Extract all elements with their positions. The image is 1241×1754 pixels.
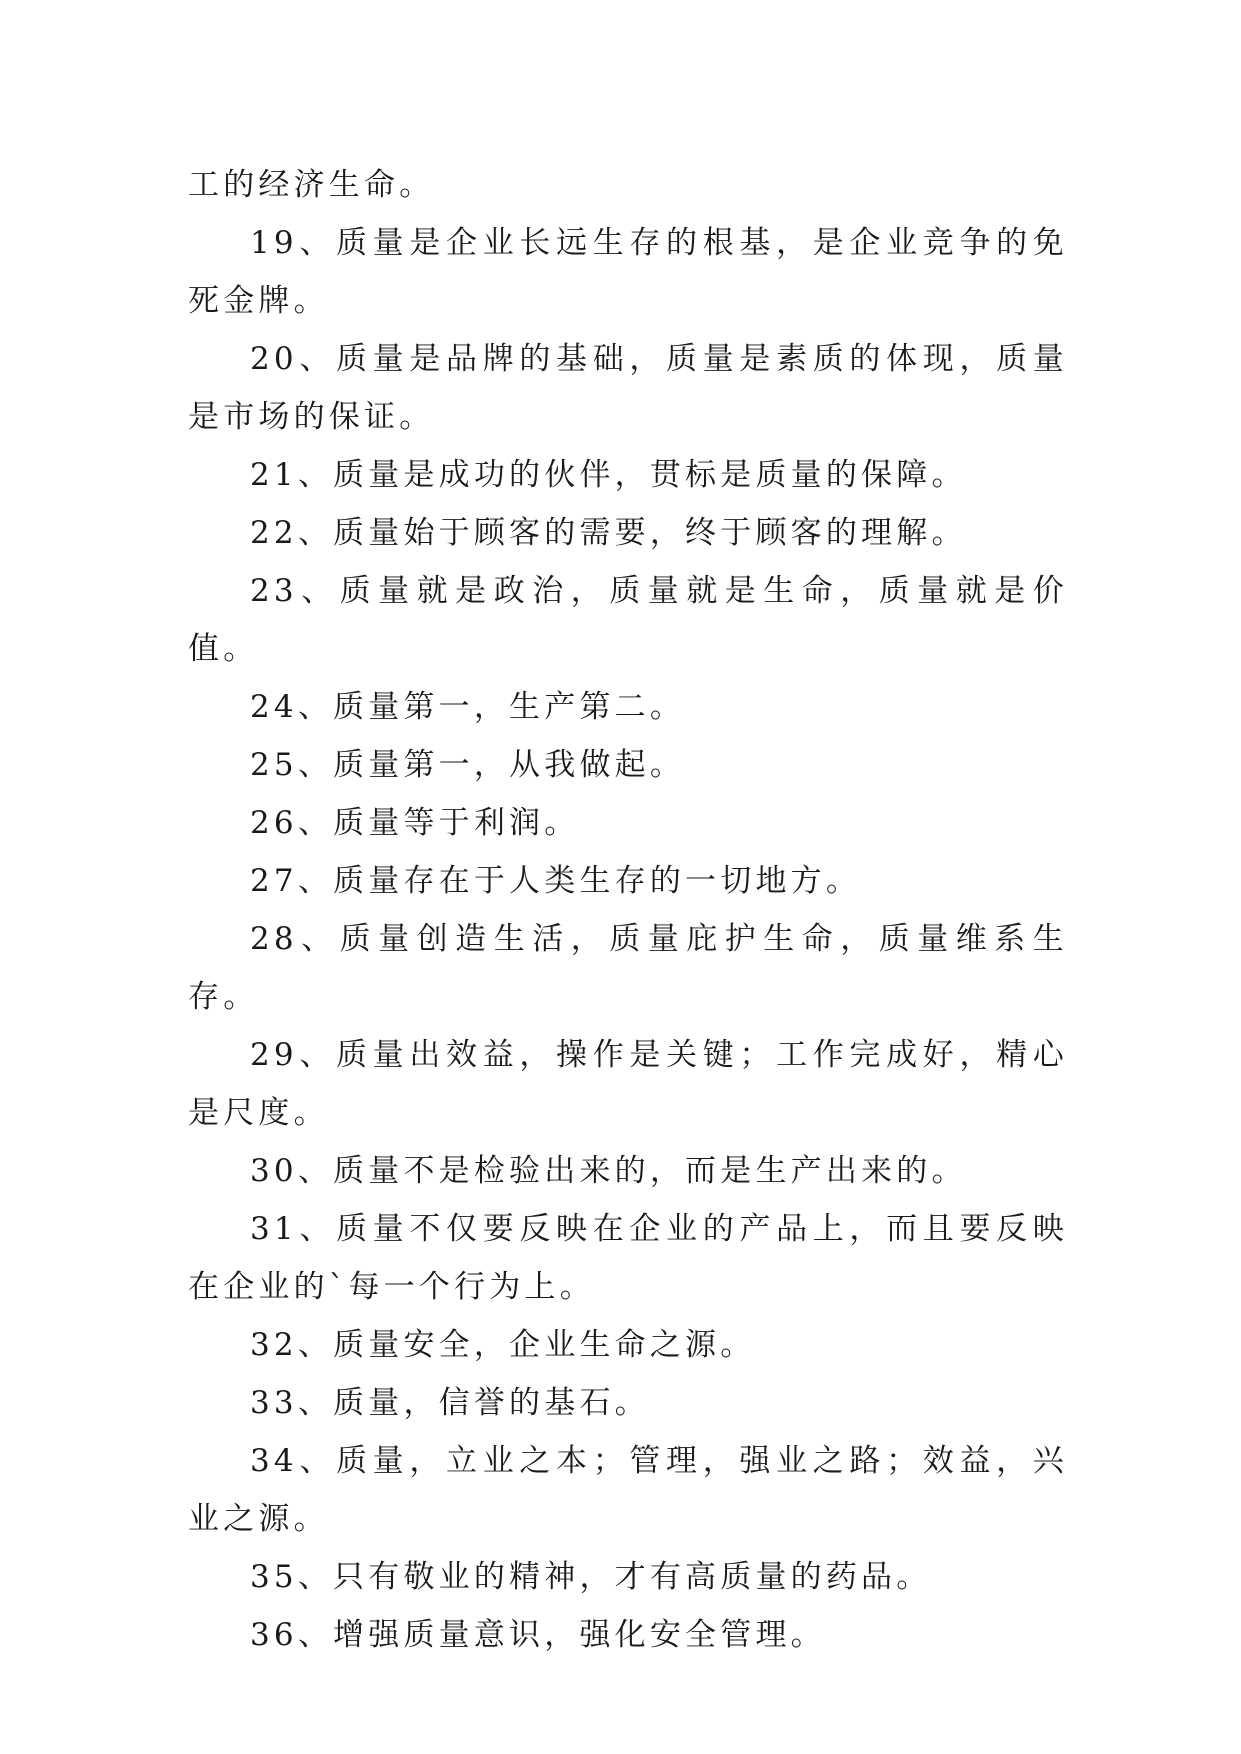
- paragraph-26: 26、质量等于利润。: [250, 805, 580, 841]
- paragraph-19: 19、质量是企业长远生存的根基，是企业竞争的免死金牌。: [188, 225, 1068, 319]
- paragraph-30: 30、质量不是检验出来的，而是生产出来的。: [250, 1153, 967, 1189]
- paragraph-28: 28、质量创造生活，质量庇护生命，质量维系生存。: [188, 921, 1068, 1015]
- paragraph-continuation: 工的经济生命。: [188, 167, 435, 203]
- paragraph-36: 36、增强质量意识，强化安全管理。: [250, 1617, 826, 1653]
- paragraph-27: 27、质量存在于人类生存的一切地方。: [250, 863, 862, 899]
- paragraph-23: 23、质量就是政治，质量就是生命，质量就是价值。: [188, 573, 1068, 667]
- paragraph-24: 24、质量第一，生产第二。: [250, 689, 686, 725]
- paragraph-21: 21、质量是成功的伙伴，贯标是质量的保障。: [250, 457, 967, 493]
- document-body: [188, 156, 1068, 1664]
- paragraph-33: 33、质量，信誉的基石。: [250, 1385, 650, 1421]
- paragraph-20: 20、质量是品牌的基础，质量是素质的体现，质量是市场的保证。: [188, 341, 1068, 435]
- paragraph-31: 31、质量不仅要反映在企业的产品上，而且要反映在企业的`每一个行为上。: [188, 1211, 1068, 1305]
- paragraph-22: 22、质量始于顾客的需要，终于顾客的理解。: [250, 515, 967, 551]
- paragraph-34: 34、质量，立业之本；管理，强业之路；效益，兴业之源。: [188, 1443, 1068, 1537]
- paragraph-35: 35、只有敬业的精神，才有高质量的药品。: [250, 1559, 932, 1595]
- paragraph-29: 29、质量出效益，操作是关键；工作完成好，精心是尺度。: [188, 1037, 1068, 1131]
- paragraph-25: 25、质量第一，从我做起。: [250, 747, 686, 783]
- paragraph-32: 32、质量安全，企业生命之源。: [250, 1327, 756, 1363]
